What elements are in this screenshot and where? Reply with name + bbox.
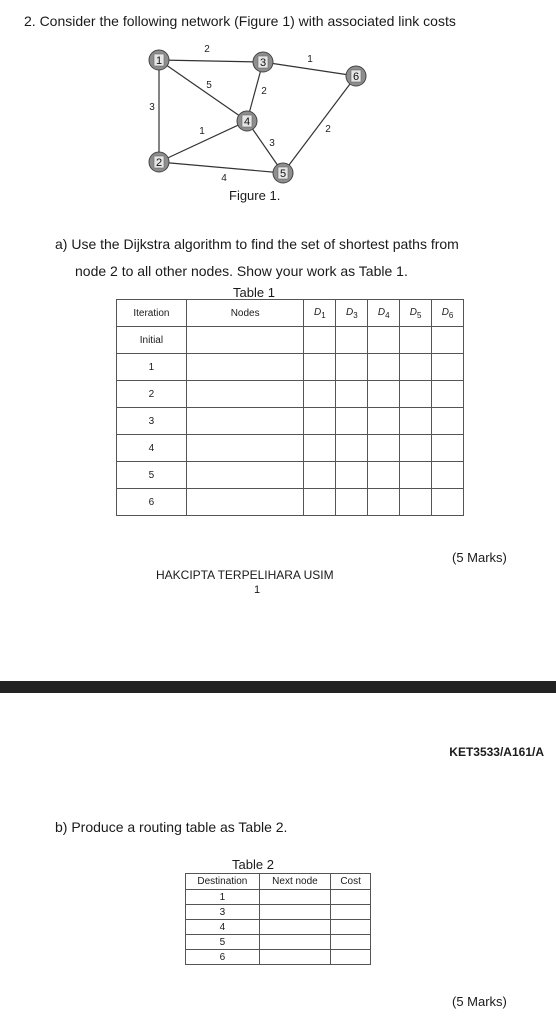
table-1-row [117,489,464,516]
table-2-empty-cell [259,935,330,950]
table-1-empty-cell [304,462,336,489]
table-1-header-d5: $D_5$ [400,300,432,327]
page-divider [0,681,556,693]
node-label: 1 [155,55,163,67]
table-1-header-subscript: 4 [385,310,390,320]
table-1-empty-cell [304,327,336,354]
table-1-header-d3: $D_3$ [336,300,368,327]
table-1-empty-cell [368,381,400,408]
network-figure [0,35,556,210]
table-1-empty-cell [336,354,368,381]
link-1-3 [159,60,263,62]
table-2 [185,873,371,965]
network-node-2 [149,152,169,172]
table-1-iteration-cell: 5 [117,462,187,489]
table-1-empty-cell [186,381,304,408]
table-1-empty-cell [304,489,336,516]
table-2-row [186,950,371,965]
question-2-text: 2. Consider the following network (Figure 1) with associated link costs [24,13,456,29]
table-1-empty-cell [432,381,464,408]
table-1-empty-cell [368,489,400,516]
table-2-caption: Table 2 [232,857,274,872]
node-label: 4 [243,116,251,128]
table-1-empty-cell [304,354,336,381]
table-1-empty-cell [186,489,304,516]
link-cost-2-5: 4 [221,173,227,184]
part-a-line-2: node 2 to all other nodes. Show your work as Table 1. [75,263,408,279]
table-1-empty-cell [400,327,432,354]
table-1-header-iteration: Iteration [117,300,187,327]
figure-caption: Figure 1. [229,188,281,203]
table-1-empty-cell [368,435,400,462]
link-5-6 [283,76,356,173]
exam-page-2 [0,693,556,1024]
table-1 [116,299,464,516]
link-cost-1-2: 3 [149,102,155,113]
table-1-empty-cell [336,408,368,435]
table-1-empty-cell [336,462,368,489]
link-1-4 [159,60,247,121]
node-label: 3 [259,57,267,69]
table-1-caption: Table 1 [233,285,275,300]
table-2-empty-cell [259,905,330,920]
table-2-empty-cell [259,950,330,965]
table-2-row [186,890,371,905]
table-1-row [117,462,464,489]
table-1-empty-cell [304,408,336,435]
table-1-iteration-cell: 3 [117,408,187,435]
table-1-header-d4: $D_4$ [368,300,400,327]
table-2-destination-cell: 1 [186,890,260,905]
table-1-empty-cell [432,435,464,462]
table-1-empty-cell [368,327,400,354]
table-1-iteration-cell: 6 [117,489,187,516]
network-node-4 [237,111,257,131]
table-1-empty-cell [400,354,432,381]
table-1-empty-cell [432,354,464,381]
table-1-empty-cell [368,408,400,435]
part-a-marks: (5 Marks) [452,550,507,565]
part-a-line-1: a) Use the Dijkstra algorithm to find the set of shortest paths from [55,236,459,252]
table-2-empty-cell [331,935,371,950]
table-1-empty-cell [368,462,400,489]
course-code: KET3533/A161/A [449,745,544,759]
table-1-empty-cell [432,462,464,489]
table-2-header-cost: Cost [331,874,371,890]
table-1-row [117,354,464,381]
table-2-destination-cell: 5 [186,935,260,950]
table-1-empty-cell [186,435,304,462]
table-1-empty-cell [336,381,368,408]
part-b-text: b) Produce a routing table as Table 2. [55,819,288,835]
table-2-empty-cell [331,890,371,905]
table-2-empty-cell [331,905,371,920]
table-2-row [186,905,371,920]
table-2-destination-cell: 3 [186,905,260,920]
table-1-header-d1: $D_1$ [304,300,336,327]
table-1-row [117,408,464,435]
table-1-empty-cell [400,408,432,435]
network-node-3 [253,52,273,72]
node-label: 2 [155,157,163,169]
table-1-empty-cell [368,354,400,381]
link-2-5 [159,162,283,173]
table-2-header-destination: Destination [186,874,260,890]
table-1-header-nodes: Nodes [186,300,304,327]
table-1-empty-cell [304,381,336,408]
link-cost-3-6: 1 [307,54,313,65]
link-cost-4-5: 3 [269,138,275,149]
table-2-destination-cell: 4 [186,920,260,935]
network-node-6 [346,66,366,86]
table-1-empty-cell [304,435,336,462]
table-1-empty-cell [336,489,368,516]
table-1-empty-cell [432,489,464,516]
table-1-row [117,435,464,462]
table-1-empty-cell [400,435,432,462]
link-cost-2-4: 1 [199,126,205,137]
table-2-empty-cell [259,920,330,935]
table-1-header-subscript: 3 [353,310,358,320]
table-1-empty-cell [336,327,368,354]
network-node-5 [273,163,293,183]
page-number: 1 [254,584,261,596]
table-2-empty-cell [331,920,371,935]
table-1-header-subscript: 5 [417,310,422,320]
table-1-header-subscript: 1 [321,310,326,320]
table-2-destination-cell: 6 [186,950,260,965]
table-1-empty-cell [432,408,464,435]
network-node-1 [149,50,169,70]
table-1-empty-cell [400,489,432,516]
table-1-empty-cell [186,462,304,489]
table-1-empty-cell [336,435,368,462]
table-2-row [186,935,371,950]
link-cost-1-4: 5 [206,80,212,91]
node-label: 5 [279,168,287,180]
table-1-iteration-cell: Initial [117,327,187,354]
table-1-empty-cell [400,462,432,489]
table-1-row [117,381,464,408]
table-1-empty-cell [186,327,304,354]
table-2-header-next-node: Next node [259,874,330,890]
table-1-empty-cell [186,408,304,435]
table-1-row [117,327,464,354]
table-2-row [186,920,371,935]
table-2-empty-cell [259,890,330,905]
table-1-iteration-cell: 4 [117,435,187,462]
link-cost-1-3: 2 [204,44,210,55]
table-1-empty-cell [400,381,432,408]
table-2-empty-cell [331,950,371,965]
table-1-empty-cell [432,327,464,354]
node-label: 6 [352,71,360,83]
table-1-iteration-cell: 1 [117,354,187,381]
part-b-marks: (5 Marks) [452,994,507,1009]
table-1-header-subscript: 6 [448,310,454,320]
table-1-header-d6: $D_6$ [432,300,464,327]
link-cost-5-6: 2 [325,124,331,135]
table-1-iteration-cell: 2 [117,381,187,408]
copyright-footer: HAKCIPTA TERPELIHARA USIM [156,568,334,582]
table-1-empty-cell [186,354,304,381]
link-cost-3-4: 2 [261,86,267,97]
